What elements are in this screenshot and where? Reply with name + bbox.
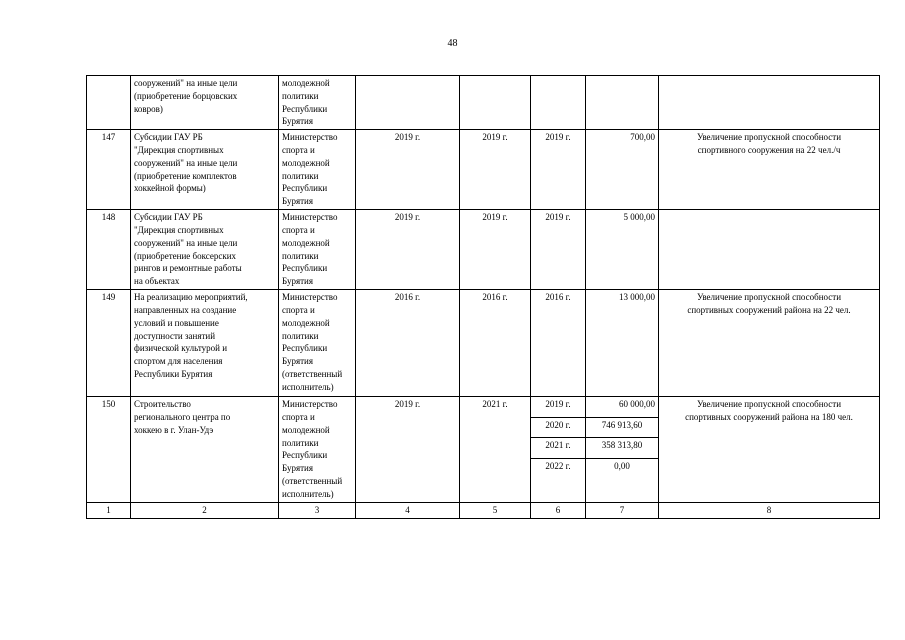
column-number: 7 <box>586 502 659 518</box>
executor-cell: Министерство спорта и молодежной политики Республики Бурятия <box>279 210 356 290</box>
table-row-continuation <box>87 76 880 130</box>
funding-year-cell: 2019 г. <box>531 210 586 290</box>
column-number: 5 <box>460 502 531 518</box>
start-year-cell: 2019 г. <box>356 210 460 290</box>
description-cell: Субсидии ГАУ РБ "Дирекция спортивных сооружений" на иные цели (приобретение комплектов хоккейной формы) <box>131 130 279 210</box>
column-number: 4 <box>356 502 460 518</box>
table-row <box>87 290 880 397</box>
funding-amount-cell: 0,00 <box>586 458 659 502</box>
column-number: 8 <box>659 502 880 518</box>
description-cell: Строительство регионального центра по хоккею в г. Улан-Удэ <box>131 397 279 502</box>
funding-year-cell: 2019 г. <box>531 397 586 417</box>
end-year-cell: 2016 г. <box>460 290 531 397</box>
row-number-cell: 148 <box>87 210 131 290</box>
executor-cell: Министерство спорта и молодежной политики Республики Бурятия (ответственный исполнитель) <box>279 290 356 397</box>
result-cell: Увеличение пропускной способности спортивных сооружений района на 180 чел. <box>659 397 880 502</box>
column-number: 6 <box>531 502 586 518</box>
table-row <box>87 130 880 210</box>
funding-amount-cell: 700,00 <box>586 130 659 210</box>
description-cell: На реализацию мероприятий, направленных на создание условий и повышение доступности занятий физической культурой и спортом для населения Республики Бурятия <box>131 290 279 397</box>
start-year-cell <box>356 76 460 130</box>
funding-year-cell: 2019 г. <box>531 130 586 210</box>
funding-amount-cell: 5 000,00 <box>586 210 659 290</box>
row-number-cell: 150 <box>87 397 131 502</box>
funding-year-cell: 2020 г. <box>531 417 586 437</box>
start-year-cell: 2019 г. <box>356 397 460 502</box>
column-number-row <box>87 502 880 518</box>
end-year-cell <box>460 76 531 130</box>
column-number: 1 <box>87 502 131 518</box>
table-row <box>87 210 880 290</box>
result-cell: Увеличение пропускной способности спортивного сооружения на 22 чел./ч <box>659 130 880 210</box>
funding-year-cell: 2016 г. <box>531 290 586 397</box>
funding-amount-cell: 60 000,00 <box>586 397 659 417</box>
funding-amount-cell: 358 313,80 <box>586 438 659 458</box>
funding-amount-cell: 746 913,60 <box>586 417 659 437</box>
table-row <box>87 397 880 417</box>
description-cell: сооружений" на иные цели (приобретение борцовских ковров) <box>131 76 279 130</box>
page-number: 48 <box>447 38 458 49</box>
end-year-cell: 2019 г. <box>460 130 531 210</box>
result-cell: Увеличение пропускной способности спортивных сооружений района на 22 чел. <box>659 290 880 397</box>
end-year-cell: 2019 г. <box>460 210 531 290</box>
column-number: 3 <box>279 502 356 518</box>
result-cell <box>659 210 880 290</box>
executor-cell: молодежной политики Республики Бурятия <box>279 76 356 130</box>
executor-cell: Министерство спорта и молодежной политики Республики Бурятия (ответственный исполнитель) <box>279 397 356 502</box>
executor-cell: Министерство спорта и молодежной политики Республики Бурятия <box>279 130 356 210</box>
start-year-cell: 2019 г. <box>356 130 460 210</box>
row-number-cell: 149 <box>87 290 131 397</box>
description-cell: Субсидии ГАУ РБ "Дирекция спортивных сооружений" на иные цели (приобретение боксерских рингов и ремонтные работы на объектах <box>131 210 279 290</box>
end-year-cell: 2021 г. <box>460 397 531 502</box>
program-table <box>86 75 880 519</box>
column-number: 2 <box>131 502 279 518</box>
result-cell <box>659 76 880 130</box>
funding-year-cell: 2022 г. <box>531 458 586 502</box>
funding-amount-cell <box>586 76 659 130</box>
row-number-cell <box>87 76 131 130</box>
start-year-cell: 2016 г. <box>356 290 460 397</box>
row-number-cell: 147 <box>87 130 131 210</box>
funding-amount-cell: 13 000,00 <box>586 290 659 397</box>
funding-year-cell <box>531 76 586 130</box>
funding-year-cell: 2021 г. <box>531 438 586 458</box>
